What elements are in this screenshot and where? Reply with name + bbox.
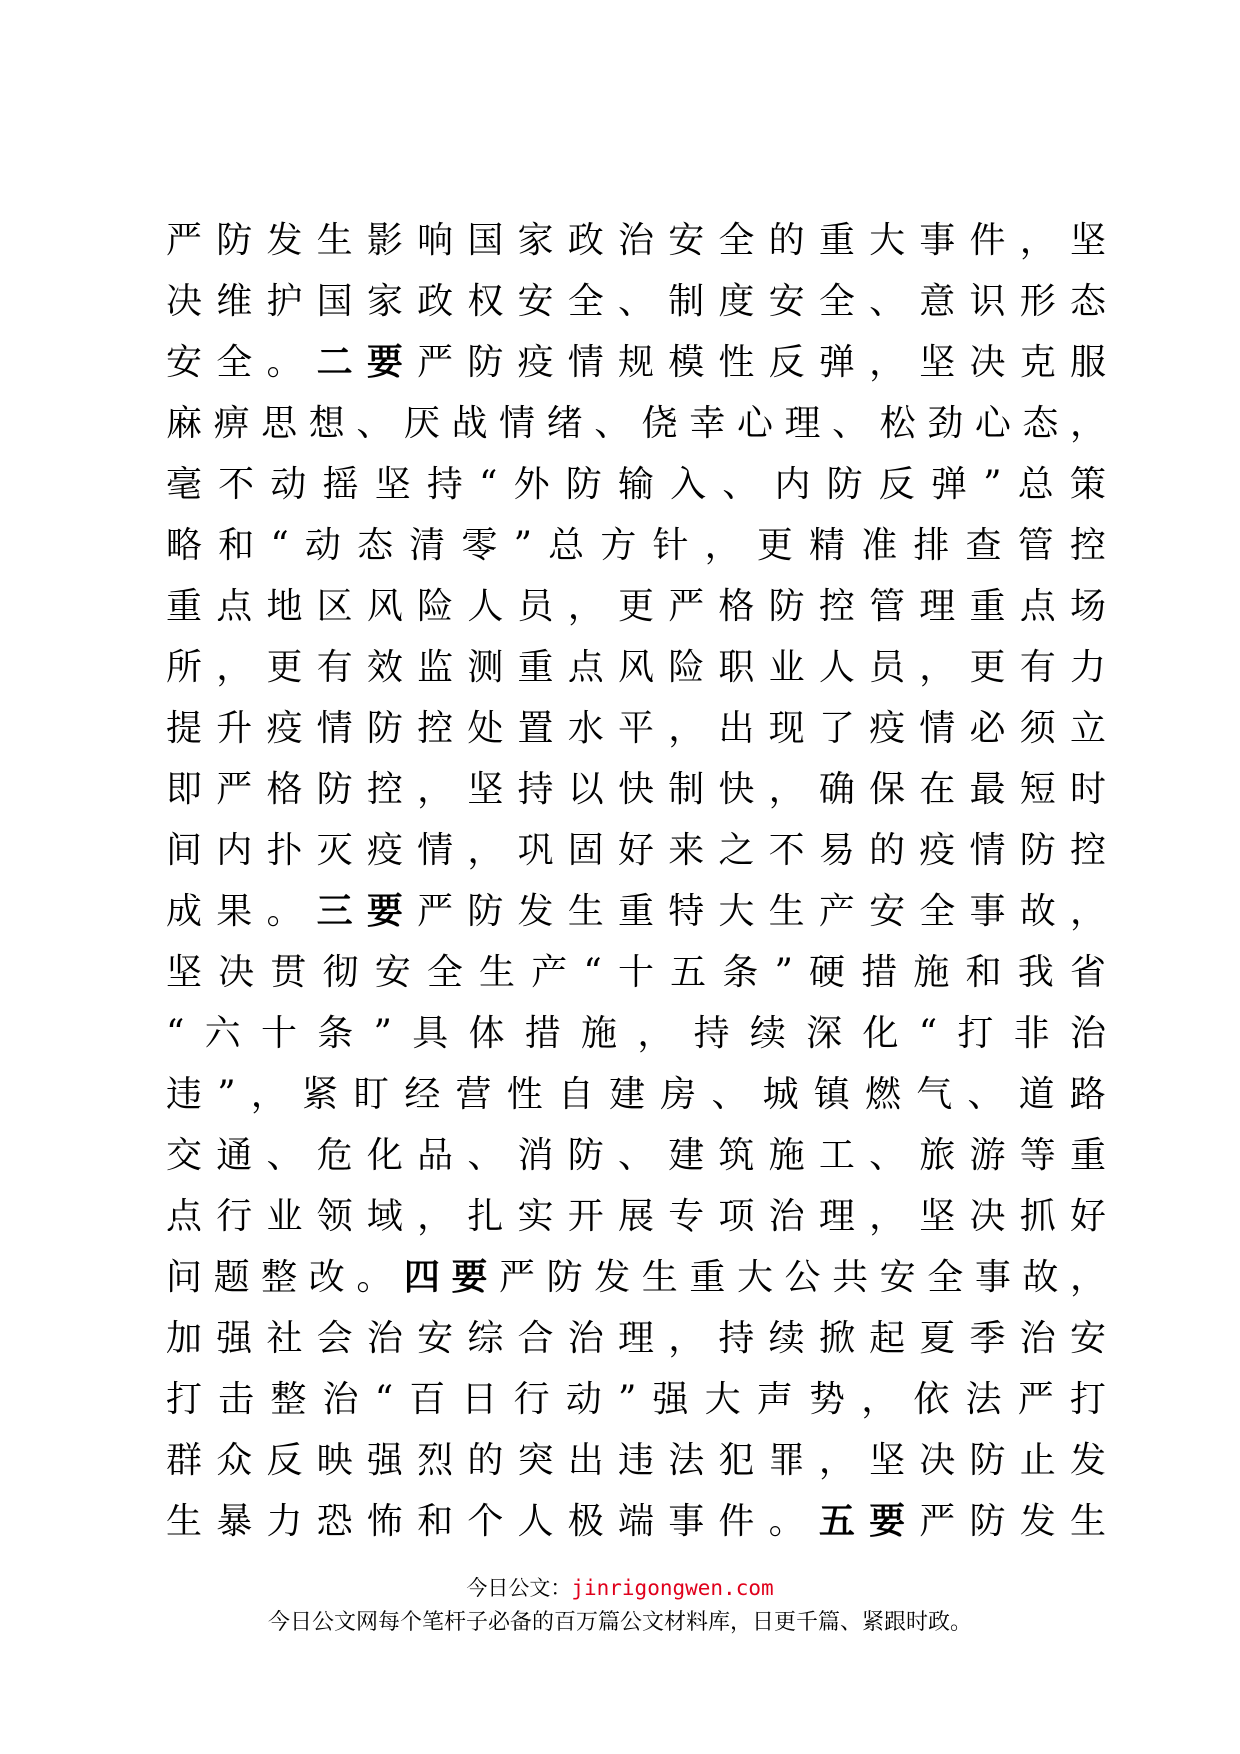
text-line: 生 暴 力 恐 怖 和 个 人 极 端 事 件 。 五 要 严 防 发 生 — [166, 1501, 1106, 1542]
text-line: 毫 不 动 摇 坚 持 “ 外 防 输 入 、 内 防 反 弹 ” 总 策 — [166, 464, 1106, 505]
text-line: 严 防 发 生 影 响 国 家 政 治 安 全 的 重 大 事 件 ， 坚 — [166, 220, 1106, 261]
text-line: “ 六 十 条 ” 具 体 措 施 ， 持 续 深 化 “ 打 非 治 — [166, 1013, 1106, 1054]
footer-slogan: 今日公文网每个笔杆子必备的百万篇公文材料库，日更千篇、紧跟时政。 — [267, 1610, 972, 1635]
text-line: 略 和 “ 动 态 清 零 ” 总 方 针 ， 更 精 准 排 查 管 控 — [166, 525, 1106, 566]
text-line: 提 升 疫 情 防 控 处 置 水 平 ， 出 现 了 疫 情 必 须 立 — [166, 708, 1106, 749]
text-line: 所 ， 更 有 效 监 测 重 点 风 险 职 业 人 员 ， 更 有 力 — [166, 647, 1106, 688]
text-line: 即 严 格 防 控 ， 坚 持 以 快 制 快 ， 确 保 在 最 短 时 — [166, 769, 1106, 810]
text-line: 问 题 整 改 。 四 要 严 防 发 生 重 大 公 共 安 全 事 故 ， — [166, 1257, 1106, 1298]
text-line: 重 点 地 区 风 险 人 员 ， 更 严 格 防 控 管 理 重 点 场 — [166, 586, 1106, 627]
text-line: 群 众 反 映 强 烈 的 突 出 违 法 犯 罪 ， 坚 决 防 止 发 — [166, 1440, 1106, 1481]
document-body — [166, 210, 1106, 1552]
text-line: 违 ” ， 紧 盯 经 营 性 自 建 房 、 城 镇 燃 气 、 道 路 — [166, 1074, 1106, 1115]
text-line: 加 强 社 会 治 安 综 合 治 理 ， 持 续 掀 起 夏 季 治 安 — [166, 1318, 1106, 1359]
footer-source-label: 今日公文： — [466, 1576, 572, 1600]
text-line: 点 行 业 领 域 ， 扎 实 开 展 专 项 治 理 ， 坚 决 抓 好 — [166, 1196, 1106, 1237]
text-line: 间 内 扑 灭 疫 情 ， 巩 固 好 来 之 不 易 的 疫 情 防 控 — [166, 830, 1106, 871]
text-line: 决 维 护 国 家 政 权 安 全 、 制 度 安 全 、 意 识 形 态 — [166, 281, 1106, 322]
text-line: 坚 决 贯 彻 安 全 生 产 “ 十 五 条 ” 硬 措 施 和 我 省 — [166, 952, 1106, 993]
text-line: 打 击 整 治 “ 百 日 行 动 ” 强 大 声 势 ， 依 法 严 打 — [166, 1379, 1106, 1420]
text-line: 成 果 。 三 要 严 防 发 生 重 特 大 生 产 安 全 事 故 ， — [166, 891, 1106, 932]
footer-source-line — [0, 1574, 1240, 1602]
text-line: 麻 痹 思 想 、 厌 战 情 绪 、 侥 幸 心 理 、 松 劲 心 态 ， — [166, 403, 1106, 444]
text-line: 交 通 、 危 化 品 、 消 防 、 建 筑 施 工 、 旅 游 等 重 — [166, 1135, 1106, 1176]
footer-site-link[interactable]: jinrigongwen.com — [571, 1576, 774, 1600]
text-line: 安 全 。 二 要 严 防 疫 情 规 模 性 反 弹 ， 坚 决 克 服 — [166, 342, 1106, 383]
